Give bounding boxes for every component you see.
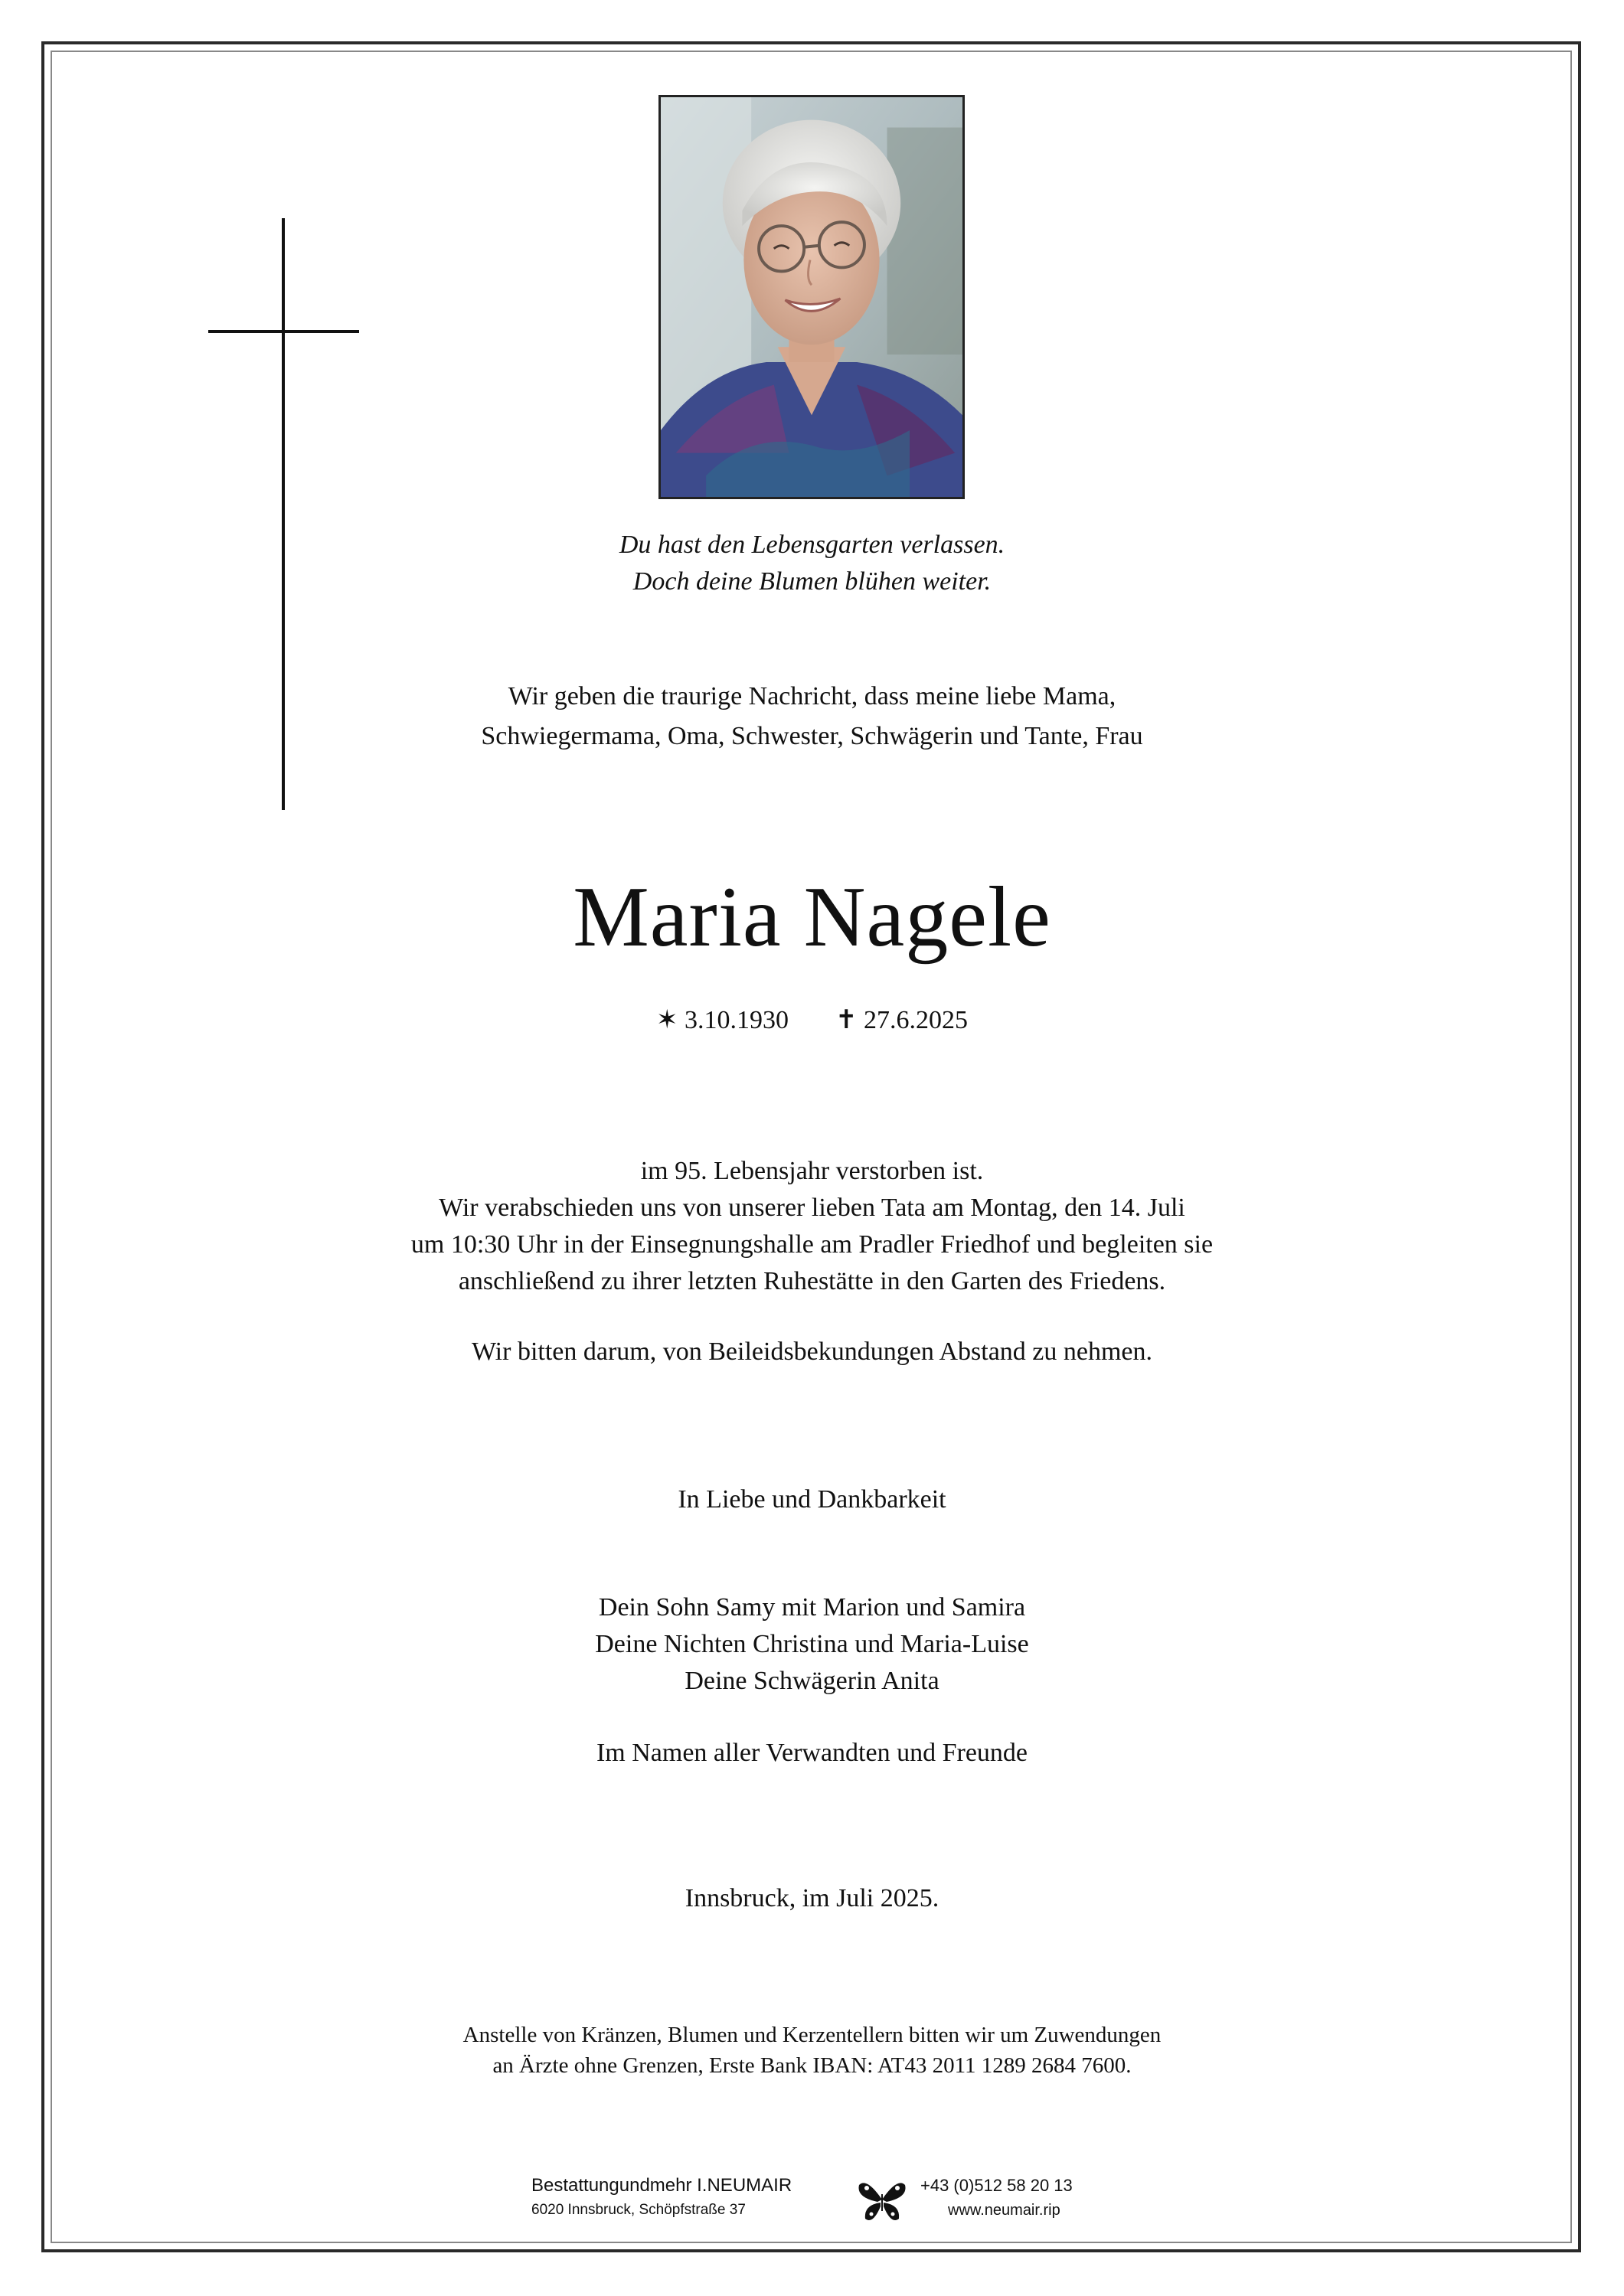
place-date: Innsbruck, im Juli 2025. bbox=[685, 1884, 939, 1912]
motto-line: Du hast den Lebensgarten verlassen. bbox=[619, 531, 1005, 559]
birth-star-icon: ✶ bbox=[656, 1006, 678, 1034]
death-cross-icon: ✝ bbox=[835, 1006, 858, 1034]
body-line: um 10:30 Uhr in der Einsegnungshalle am Pradler Friedhof und begleiten sie bbox=[410, 1230, 1214, 1259]
donation-line: Anstelle von Kränzen, Blumen und Kerzentellern bitten wir um Zuwendungen bbox=[462, 2023, 1162, 2047]
donation-line: an Ärzte ohne Grenzen, Erste Bank IBAN: AT43 2011 1289 2684 7600. bbox=[492, 2053, 1132, 2078]
intro-line: Wir geben die traurige Nachricht, dass meine liebe Mama, bbox=[508, 682, 1116, 710]
death-date: 27.6.2025 bbox=[864, 1006, 968, 1034]
condolence-request: Wir bitten darum, von Beileidsbekundungen Abstand zu nehmen. bbox=[471, 1337, 1153, 1366]
cross-icon-horizontal bbox=[208, 330, 359, 333]
donation-note bbox=[230, 2020, 1394, 2081]
company-address: 6020 Innsbruck, Schöpfstraße 37 bbox=[531, 2202, 746, 2218]
relatives-line: Im Namen aller Verwandten und Freunde bbox=[596, 1739, 1028, 1767]
company-name: Bestattungundmehr I.NEUMAIR bbox=[531, 2175, 792, 2196]
motto-verse bbox=[230, 527, 1394, 600]
funeral-home-footer bbox=[0, 2174, 1624, 2228]
body-line: anschließend zu ihrer letzten Ruhestätte in den Garten des Friedens. bbox=[458, 1267, 1166, 1295]
portrait-photo bbox=[658, 95, 965, 499]
birth-date: 3.10.1930 bbox=[685, 1006, 789, 1034]
motto-line: Doch deine Blumen blühen weiter. bbox=[632, 567, 992, 596]
closing-phrase: In Liebe und Dankbarkeit bbox=[678, 1485, 946, 1514]
company-website: www.neumair.rip bbox=[948, 2202, 1060, 2219]
intro-line: Schwiegermama, Oma, Schwester, Schwägerin und Tante, Frau bbox=[481, 722, 1143, 750]
butterfly-icon bbox=[856, 2174, 908, 2225]
life-dates bbox=[230, 1001, 1394, 1040]
deceased-name: Maria Nagele bbox=[573, 870, 1051, 965]
announcement-intro bbox=[230, 677, 1394, 756]
portrait-image bbox=[661, 97, 962, 497]
body-line: Wir verabschieden uns von unserer lieben Tata am Montag, den 14. Juli bbox=[439, 1194, 1185, 1222]
family-line: Deine Nichten Christina und Maria-Luise bbox=[595, 1630, 1029, 1658]
family-line: Deine Schwägerin Anita bbox=[685, 1667, 939, 1695]
body-line: im 95. Lebensjahr verstorben ist. bbox=[640, 1157, 984, 1185]
funeral-details bbox=[230, 1153, 1394, 1300]
family-line: Dein Sohn Samy mit Marion und Samira bbox=[598, 1593, 1026, 1622]
family-signatures bbox=[230, 1589, 1394, 1700]
company-phone: +43 (0)512 58 20 13 bbox=[920, 2176, 1073, 2195]
